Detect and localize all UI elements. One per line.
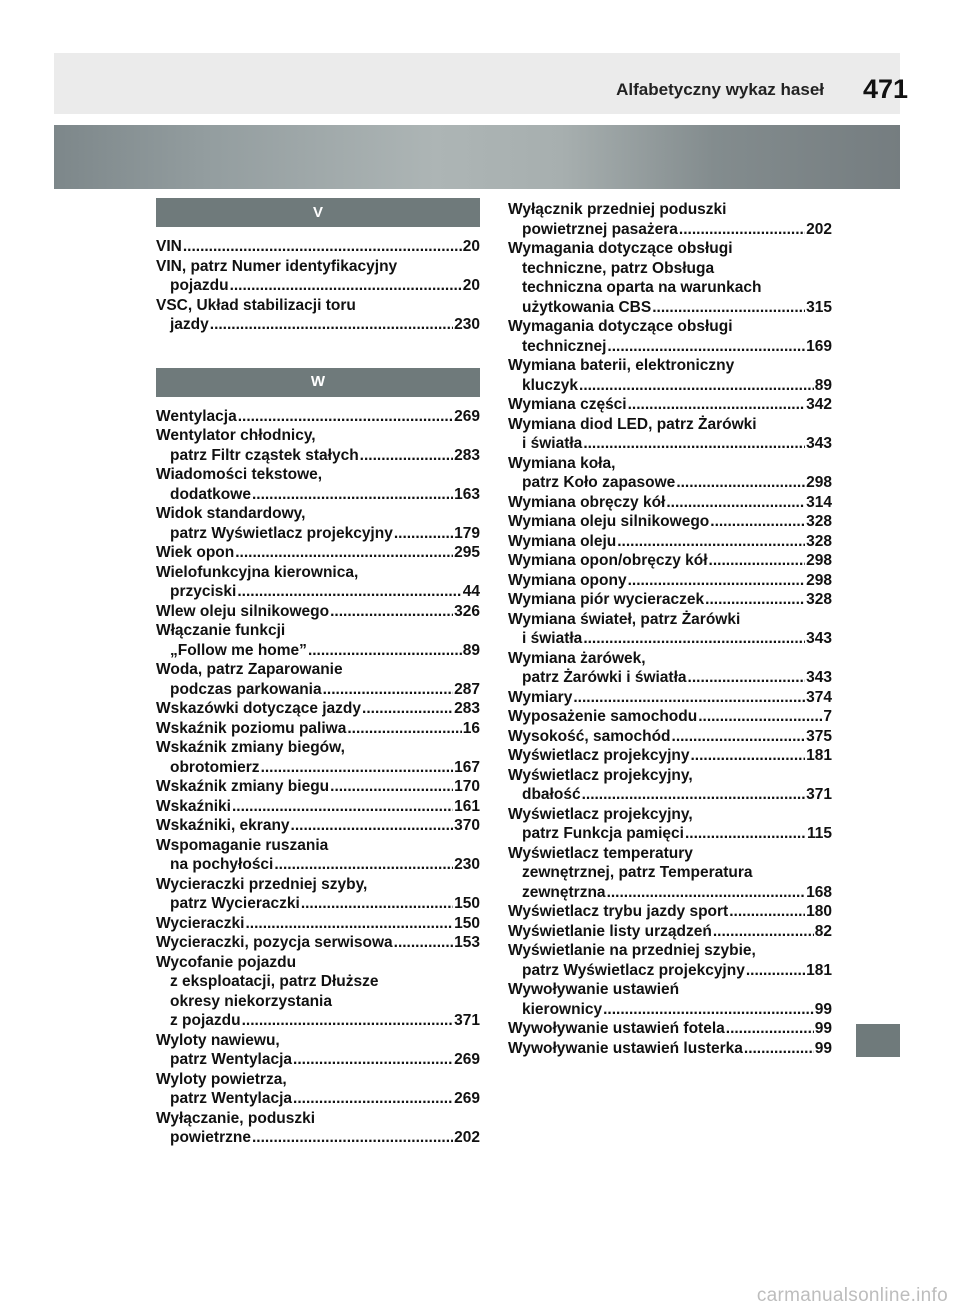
leader-dots xyxy=(679,220,805,240)
entry-text: Wymiana diod LED, patrz Żarówki xyxy=(508,415,757,433)
entry-page-number: 298 xyxy=(806,552,832,569)
leader-dots xyxy=(628,395,806,415)
entry-text: Wskaźnik poziomu paliwa xyxy=(156,719,347,737)
index-entry xyxy=(156,237,480,257)
entry-text: techniczne, patrz Obsługa xyxy=(522,259,715,277)
entry-page-number: 342 xyxy=(806,396,832,413)
index-entry xyxy=(156,1109,480,1148)
entry-page-number: 287 xyxy=(454,680,480,698)
entry-page-number: 283 xyxy=(454,446,480,464)
index-entry xyxy=(508,551,832,571)
leader-dots xyxy=(583,629,805,649)
header-title: Alfabetyczny wykaz haseł xyxy=(616,80,824,99)
leader-dots xyxy=(274,855,453,875)
entry-page-number: 161 xyxy=(454,797,480,815)
leader-dots xyxy=(709,551,806,571)
entry-text: Wysokość, samochód xyxy=(508,727,671,745)
index-entry xyxy=(508,415,832,454)
entry-text: Wyświetlanie na przedniej szybie, xyxy=(508,942,756,959)
entry-text: Wentylator chłodnicy, xyxy=(156,427,316,444)
leader-dots xyxy=(672,727,806,747)
entry-text: Wyloty nawiewu, xyxy=(156,1031,280,1049)
entry-text: przyciski xyxy=(170,583,237,600)
entry-text: techniczna oparta na warunkach xyxy=(522,279,762,296)
index-entry xyxy=(156,426,480,465)
index-entry xyxy=(508,902,832,922)
entry-page-number: 343 xyxy=(806,435,832,452)
index-entry xyxy=(156,816,480,836)
index-entry xyxy=(508,356,832,395)
entry-page-number: 169 xyxy=(806,337,832,355)
leader-dots xyxy=(691,746,806,766)
index-entry xyxy=(508,805,832,844)
entry-text: Wymiana oleju xyxy=(508,532,617,550)
entry-page-number: 44 xyxy=(462,583,480,600)
entry-page-number: 150 xyxy=(454,895,480,912)
index-entry xyxy=(508,649,832,688)
index-entry xyxy=(156,465,480,504)
entry-page-number: 16 xyxy=(462,719,480,737)
entry-text: Wielofunkcyjna kierownica, xyxy=(156,563,359,581)
entry-text: dodatkowe xyxy=(170,485,251,503)
leader-dots xyxy=(676,473,805,493)
index-entry xyxy=(156,836,480,875)
entry-page-number: 269 xyxy=(454,1090,480,1107)
entry-text: patrz Filtr cząstek stałych xyxy=(170,446,359,464)
entry-page-number: 89 xyxy=(814,376,832,394)
entry-text: podczas parkowania xyxy=(170,680,322,698)
entry-text: pojazdu xyxy=(170,277,229,294)
index-entry xyxy=(508,395,832,415)
index-entry xyxy=(508,571,832,591)
leader-dots xyxy=(394,524,453,544)
entry-text: jazdy xyxy=(170,316,209,333)
entry-page-number: 370 xyxy=(454,817,480,834)
leader-dots xyxy=(685,824,806,844)
leader-dots xyxy=(607,337,805,357)
entry-page-number: 326 xyxy=(454,602,480,620)
index-entry xyxy=(508,727,832,747)
index-entry xyxy=(508,980,832,1019)
entry-page-number: 269 xyxy=(454,1051,480,1068)
entry-text: Wywoływanie ustawień fotela xyxy=(508,1020,725,1037)
entry-text: Wymagania dotyczące obsługi xyxy=(508,318,733,335)
leader-dots xyxy=(235,543,453,563)
leader-dots xyxy=(252,485,453,505)
leader-dots xyxy=(607,883,806,903)
entry-page-number: 295 xyxy=(454,544,480,561)
entry-page-number: 343 xyxy=(806,630,832,647)
leader-dots xyxy=(573,688,805,708)
entry-text: i światła xyxy=(522,435,583,452)
index-entry xyxy=(156,660,480,699)
index-entry xyxy=(156,563,480,602)
entry-text: patrz Wycieraczki xyxy=(170,895,300,912)
index-entry xyxy=(508,512,832,532)
entry-text: z pojazdu xyxy=(170,1012,241,1029)
leader-dots xyxy=(330,777,453,797)
entry-page-number: 89 xyxy=(462,641,480,659)
entry-page-number: 283 xyxy=(454,700,480,717)
leader-dots xyxy=(617,532,805,552)
leader-dots xyxy=(583,434,805,454)
index-entry xyxy=(156,1070,480,1109)
entry-page-number: 7 xyxy=(823,708,832,725)
index-entry xyxy=(156,621,480,660)
entry-page-number: 230 xyxy=(454,316,480,333)
index-entry xyxy=(508,688,832,708)
entry-text: Wspomaganie ruszania xyxy=(156,836,329,854)
entry-page-number: 99 xyxy=(814,1000,832,1018)
entry-text: Wyposażenie samochodu xyxy=(508,708,698,725)
entry-page-number: 328 xyxy=(806,532,832,550)
entry-text: Widok standardowy, xyxy=(156,505,306,522)
entry-text: Wentylacja xyxy=(156,407,237,425)
entry-text: patrz Wyświetlacz projekcyjny xyxy=(170,524,393,542)
entry-text: okresy niekorzystania xyxy=(170,992,332,1010)
entry-page-number: 315 xyxy=(806,298,832,316)
leader-dots xyxy=(579,376,814,396)
entry-text: Wymiana opon/obręczy kół xyxy=(508,552,708,569)
entry-text: patrz Koło zapasowe xyxy=(522,474,676,491)
index-entry xyxy=(508,590,832,610)
entry-text: powietrzne xyxy=(170,1129,251,1146)
watermark: carmanualsonline.info xyxy=(756,1285,948,1306)
index-entry xyxy=(508,707,832,727)
entry-text: Włączanie funkcji xyxy=(156,622,286,639)
entry-text: z eksploatacji, patrz Dłuższe xyxy=(170,973,379,990)
entry-page-number: 314 xyxy=(806,493,832,511)
entry-text: Wskaźnik zmiany biegu xyxy=(156,778,330,795)
entry-page-number: 328 xyxy=(806,513,832,530)
index-entry xyxy=(508,1019,832,1039)
page-number: 471 xyxy=(862,74,908,104)
entry-page-number: 20 xyxy=(462,238,480,255)
entry-page-number: 298 xyxy=(806,474,832,491)
leader-dots xyxy=(230,276,462,296)
leader-dots xyxy=(360,446,453,466)
entry-page-number: 153 xyxy=(454,934,480,951)
leader-dots xyxy=(394,933,453,953)
entry-text: Wyświetlacz temperatury xyxy=(508,844,693,862)
leader-dots xyxy=(261,758,454,778)
entry-text: Wymagania dotyczące obsługi xyxy=(508,240,733,257)
index-entry xyxy=(156,797,480,817)
entry-page-number: 181 xyxy=(806,747,832,764)
entry-text: Wiadomości tekstowe, xyxy=(156,466,323,483)
entry-page-number: 99 xyxy=(814,1039,832,1057)
leader-dots xyxy=(726,1019,814,1039)
index-entry xyxy=(156,296,480,335)
index-column-left xyxy=(156,198,480,1148)
leader-dots xyxy=(347,719,461,739)
leader-dots xyxy=(652,298,805,318)
entry-text: Wycieraczki xyxy=(156,914,245,932)
leader-dots xyxy=(252,1128,453,1148)
leader-dots xyxy=(293,1050,453,1070)
index-entry xyxy=(508,317,832,356)
entry-text: patrz Funkcja pamięci xyxy=(522,825,684,842)
leader-dots xyxy=(705,590,805,610)
leader-dots xyxy=(746,961,805,981)
index-entry xyxy=(156,1031,480,1070)
leader-dots xyxy=(323,680,454,700)
entry-text: Wskaźniki, ekrany xyxy=(156,817,290,834)
index-entry xyxy=(508,239,832,317)
entry-page-number: 167 xyxy=(454,758,480,776)
entry-page-number: 371 xyxy=(806,786,832,803)
entry-page-number: 298 xyxy=(806,571,832,589)
entry-text: patrz Wentylacja xyxy=(170,1090,293,1107)
index-entry xyxy=(156,914,480,934)
leader-dots xyxy=(242,1011,454,1031)
entry-page-number: 180 xyxy=(806,903,832,920)
entry-page-number: 181 xyxy=(806,961,832,979)
index-entry xyxy=(508,941,832,980)
leader-dots xyxy=(238,407,453,427)
entry-page-number: 168 xyxy=(806,883,832,901)
leader-dots xyxy=(301,894,453,914)
entry-text: patrz Żarówki i światła xyxy=(522,669,687,686)
entry-text: zewnętrznej, patrz Temperatura xyxy=(522,864,753,881)
entry-text: Wyłączanie, poduszki xyxy=(156,1109,316,1127)
entry-page-number: 374 xyxy=(806,688,832,706)
entry-text: technicznej xyxy=(522,337,607,355)
entry-text: Wyłącznik przedniej poduszki xyxy=(508,201,727,218)
index-entry xyxy=(156,407,480,427)
index-entry xyxy=(508,922,832,942)
entry-text: VIN, patrz Numer identyfikacyjny xyxy=(156,257,398,275)
index-entry xyxy=(156,777,480,797)
leader-dots xyxy=(729,902,805,922)
entry-page-number: 170 xyxy=(454,778,480,795)
entry-text: obrotomierz xyxy=(170,758,260,776)
entry-text: patrz Wyświetlacz projekcyjny xyxy=(522,961,745,979)
entry-text: Wywoływanie ustawień xyxy=(508,981,680,998)
index-entry xyxy=(156,699,480,719)
chapter-banner xyxy=(54,125,900,189)
leader-dots xyxy=(245,914,453,934)
index-entry xyxy=(156,257,480,296)
entry-text: Wyświetlanie listy urządzeń xyxy=(508,922,712,940)
entry-text: Wyświetlacz projekcyjny xyxy=(508,747,690,764)
index-entry xyxy=(508,844,832,903)
entry-text: dbałość xyxy=(522,786,581,803)
entry-text: Wyświetlacz projekcyjny, xyxy=(508,805,693,823)
leader-dots xyxy=(688,668,806,688)
leader-dots xyxy=(713,922,814,942)
index-entry xyxy=(156,543,480,563)
entry-page-number: 20 xyxy=(462,277,480,294)
entry-text: Wskaźnik zmiany biegów, xyxy=(156,739,345,756)
leader-dots xyxy=(628,571,806,591)
leader-dots xyxy=(291,816,454,836)
entry-text: na pochyłości xyxy=(170,856,274,873)
leader-dots xyxy=(582,785,806,805)
entry-text: Wymiary xyxy=(508,688,573,706)
index-entry xyxy=(508,610,832,649)
index-entry xyxy=(508,532,832,552)
index-entry xyxy=(156,504,480,543)
leader-dots xyxy=(330,602,453,622)
section-header-w: W xyxy=(156,368,480,397)
index-entry xyxy=(156,953,480,1031)
index-entry xyxy=(508,454,832,493)
leader-dots xyxy=(293,1089,453,1109)
entry-text: Wymiana świateł, patrz Żarówki xyxy=(508,610,741,628)
entry-page-number: 328 xyxy=(806,591,832,608)
entry-page-number: 99 xyxy=(814,1020,832,1037)
entry-text: patrz Wentylacja xyxy=(170,1051,293,1068)
entry-page-number: 163 xyxy=(454,485,480,503)
entry-text: Wskazówki dotyczące jazdy xyxy=(156,700,362,717)
entry-text: Wycieraczki przedniej szyby, xyxy=(156,875,368,893)
entry-text: Wymiana opony xyxy=(508,571,627,589)
leader-dots xyxy=(237,582,461,602)
index-entry xyxy=(156,719,480,739)
leader-dots xyxy=(308,641,462,661)
entry-page-number: 343 xyxy=(806,669,832,686)
index-entry xyxy=(508,1039,832,1059)
leader-dots xyxy=(744,1039,814,1059)
leader-dots xyxy=(666,493,805,513)
entry-text: Wymiana baterii, elektroniczny xyxy=(508,357,735,374)
entry-text: Wycofanie pojazdu xyxy=(156,953,297,971)
chapter-side-tab xyxy=(856,1024,900,1057)
entry-page-number: 230 xyxy=(454,856,480,873)
entry-page-number: 269 xyxy=(454,407,480,425)
entry-page-number: 202 xyxy=(806,220,832,238)
entry-text: zewnętrzna xyxy=(522,883,606,901)
entry-text: Wymiana koła, xyxy=(508,454,616,472)
entry-text: VIN xyxy=(156,238,182,255)
entry-text: kluczyk xyxy=(522,376,579,394)
index-column-right xyxy=(508,200,832,1058)
entry-page-number: 115 xyxy=(806,825,832,842)
entry-text: Wlew oleju silnikowego xyxy=(156,602,330,620)
entry-page-number: 82 xyxy=(814,922,832,940)
entry-text: Wyświetlacz trybu jazdy sport xyxy=(508,903,729,920)
entry-page-number: 375 xyxy=(806,727,832,745)
entry-text: Wymiana oleju silnikowego xyxy=(508,513,710,530)
leader-dots xyxy=(603,1000,814,1020)
index-entry xyxy=(156,875,480,914)
leader-dots xyxy=(210,315,453,335)
entry-text: „Follow me home” xyxy=(170,641,307,659)
entry-text: kierownicy xyxy=(522,1000,603,1018)
entry-page-number: 150 xyxy=(454,914,480,932)
index-entry xyxy=(508,766,832,805)
leader-dots xyxy=(362,699,453,719)
entry-text: Wyloty powietrza, xyxy=(156,1070,287,1088)
entry-text: Wskaźniki xyxy=(156,797,231,815)
leader-dots xyxy=(183,237,462,257)
entry-text: Wymiana żarówek, xyxy=(508,649,646,667)
entry-text: VSC, Układ stabilizacji toru xyxy=(156,296,356,314)
index-entry xyxy=(508,493,832,513)
index-entry xyxy=(156,602,480,622)
index-entry xyxy=(508,200,832,239)
leader-dots xyxy=(710,512,805,532)
entry-page-number: 371 xyxy=(454,1012,480,1029)
entry-text: Wymiana piór wycieraczek xyxy=(508,591,705,608)
entry-text: Wiek opon xyxy=(156,544,235,561)
entry-text: Woda, patrz Zaparowanie xyxy=(156,661,343,678)
entry-text: Wycieraczki, pozycja serwisowa xyxy=(156,934,393,951)
entry-text: Wymiana obręczy kół xyxy=(508,493,666,511)
entry-text: Wymiana części xyxy=(508,396,627,413)
entry-text: i światła xyxy=(522,630,583,647)
index-entry xyxy=(156,933,480,953)
section-header-v: V xyxy=(156,198,480,227)
entry-text: użytkowania CBS xyxy=(522,298,652,316)
entry-page-number: 179 xyxy=(454,524,480,542)
leader-dots xyxy=(698,707,822,727)
leader-dots xyxy=(232,797,453,817)
entry-text: powietrznej pasażera xyxy=(522,220,678,238)
entry-text: Wyświetlacz projekcyjny, xyxy=(508,766,693,784)
index-entry xyxy=(508,746,832,766)
entry-text: Wywoływanie ustawień lusterka xyxy=(508,1039,743,1057)
entry-page-number: 202 xyxy=(454,1129,480,1146)
index-entry xyxy=(156,738,480,777)
